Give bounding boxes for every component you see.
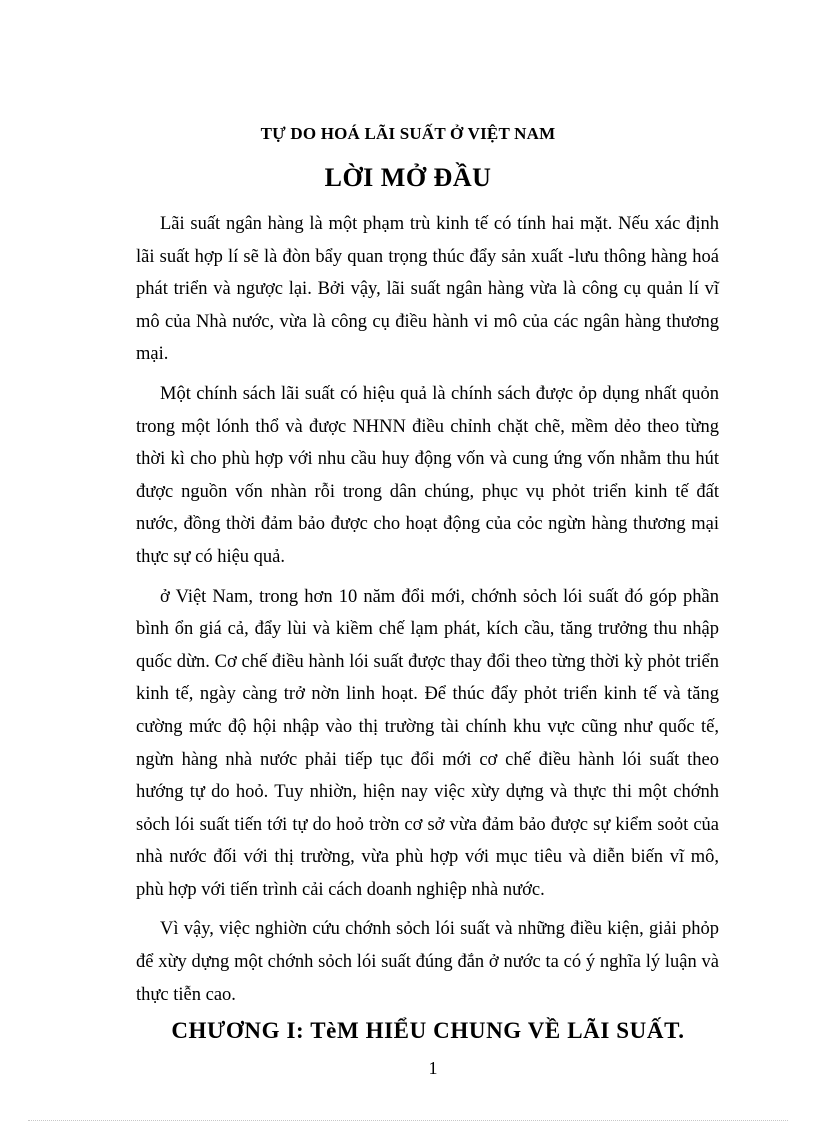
page-number: 1 — [428, 1058, 438, 1078]
paragraph: ở Việt Nam, trong hơn 10 năm đổi mới, chớnh sỏch lói suất đó góp phần bình ổn giá cả, đẩy lùi và kiềm chế lạm phát, kích cầu, tăng trưởng thu nhập quốc dừn. Cơ chế điều hành lói suất được thay đổi theo từng thời kỳ phỏt triển kinh tế, ngày càng trở nờn linh hoạt. Để thúc đẩy phỏt triển kinh tế và tăng cường mức độ hội nhập vào thị trường tài chính khu vực cũng như quốc tế, ngừn hàng nhà nước phải tiếp tục đổi mới cơ chế điều hành lói suất theo hướng tự do hoỏ. Tuy nhiờn, hiện nay việc xừy dựng và thực thi một chớnh sỏch lói suất tiến tới tự do hoỏ trờn cơ sở vừa đảm bảo được sự kiểm soỏt của nhà nước đối với thị trường, vừa phù hợp với mục tiêu và diễn biến vĩ mô, phù hợp với tiến trình cải cách doanh nghiệp nhà nước. — [136, 586, 719, 900]
chapter-heading: CHƯƠNG I: TèM HIỂU CHUNG VỀ LÃI SUẤT. — [171, 1018, 685, 1043]
document-body — [136, 208, 719, 1018]
paragraph: Vì vậy, việc nghiờn cứu chớnh sỏch lói suất và những điều kiện, giải phỏp để xừy dựng một chớnh sỏch lói suất đúng đắn ở nước ta có ý nghĩa lý luận và thực tiễn cao. — [136, 919, 719, 1005]
paragraph: Một chính sách lãi suất có hiệu quả là chính sách được ỏp dụng nhất quỏn trong một lónh thổ và được NHNN điều chỉnh chặt chẽ, mềm dẻo theo từng thời kì cho phù hợp với nhu cầu huy động vốn và cung ứng vốn nhằm thu hút được nguồn vốn nhàn rỗi trong dân chúng, phục vụ phỏt triển kinh tế đất nước, đồng thời đảm bảo được cho hoạt động của cỏc ngừn hàng thương mại thực sự có hiệu quả. — [136, 383, 719, 567]
document-title: TỰ DO HOÁ LÃI SUẤT Ở VIỆT NAM — [260, 124, 556, 143]
intro-heading: LỜI MỞ ĐẦU — [324, 163, 492, 192]
page-bottom-divider — [28, 1120, 788, 1121]
paragraph: Lãi suất ngân hàng là một phạm trù kinh tế có tính hai mặt. Nếu xác định lãi suất hợp lí sẽ là đòn bẩy quan trọng thúc đẩy sản xuất -lưu thông hàng hoá phát triển và ngược lại. Bởi vậy, lãi suất ngân hàng vừa là công cụ quản lí vĩ mô của Nhà nước, vừa là công cụ điều hành vi mô của các ngân hàng thương mại. — [136, 214, 719, 365]
